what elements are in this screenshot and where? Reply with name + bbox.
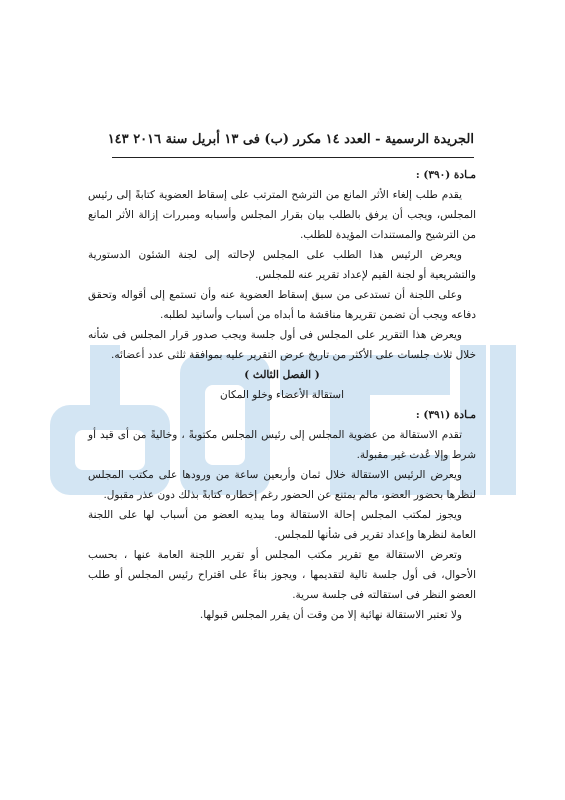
paragraph-6: ويعرض الرئيس الاستقالة خلال ثمان وأربعين ساعة من ورودها على مكتب المجلس لنظرها بحضور العضو، مالم يمتنع عن الحضور رغم إخطاره كتابةً بذلك دون عذر مقبول. (88, 469, 476, 501)
article-391-heading: مـادة (٣٩١) : (415, 409, 476, 421)
paragraph-5: تقدم الاستقالة من عضوية المجلس إلى رئيس المجلس مكتوبةً ، وخاليةً من أى قيد أو شرط وإلا عُدت غير مقبولة. (88, 429, 476, 461)
article-390-heading: مـادة (٣٩٠) : (415, 169, 476, 181)
paragraph-9: ولا تعتبر الاستقالة نهائية إلا من وقت أن يقرر المجلس قبولها. (199, 609, 462, 621)
page-content (88, 165, 476, 625)
paragraph-8: وتعرض الاستقالة مع تقرير مكتب المجلس أو تقرير اللجنة العامة عنها ، بحسب الأحوال، فى أول جلسة تالية لتقديمها ، ويجوز بناءً على اقتراح رئيس المجلس أو طلب العضو النظر فى استقالته فى جلسة سرية. (88, 549, 476, 601)
paragraph-7: ويجوز لمكتب المجلس إحالة الاستقالة وما يبديه العضو من أسباب لها على اللجنة العامة لنظرها وإعداد تقرير فى شأنها للمجلس. (88, 509, 476, 541)
paragraph-4: ويعرض هذا التقرير على المجلس فى أول جلسة ويجب صدور قرار المجلس فى شأنه خلال ثلاث جلسات على الأكثر من تاريخ عرض التقرير عليه بموافقة ثلثى عدد أعضائه. (88, 329, 476, 361)
header-rule (112, 157, 474, 158)
chapter-title: استقالة الأعضاء وخلو المكان (219, 389, 344, 401)
paragraph-2: ويعرض الرئيس هذا الطلب على المجلس لإحالته إلى لجنة الشئون الدستورية والتشريعية أو لجنة القيم لإعداد تقرير عنه للمجلس. (88, 249, 476, 281)
paragraph-1: يقدم طلب إلغاء الأثر المانع من الترشح المترتب على إسقاط العضوية كتابةً إلى رئيس المجلس، ويجب أن يرفق بالطلب بيان بقرار المجلس وأسبابه ومبررات إزالة الأثر المانع من الترشيح والمستندات المؤيدة للطلب. (88, 189, 476, 241)
chapter-heading: ( الفصل الثالث ) (244, 369, 320, 381)
page-header: الجريدة الرسمية - العدد ١٤ مكرر (ب) فى ١٣ أبريل سنة ٢٠١٦ ١٤٣ (107, 132, 474, 147)
paragraph-3: وعلى اللجنة أن تستدعى من سبق إسقاط العضوية عنه وأن تستمع إلى أقواله وتحقق دفاعه ويجب أن تضمن تقريرها مناقشة ما أبداه من أسباب وأسانيد لطلبه. (88, 289, 476, 321)
